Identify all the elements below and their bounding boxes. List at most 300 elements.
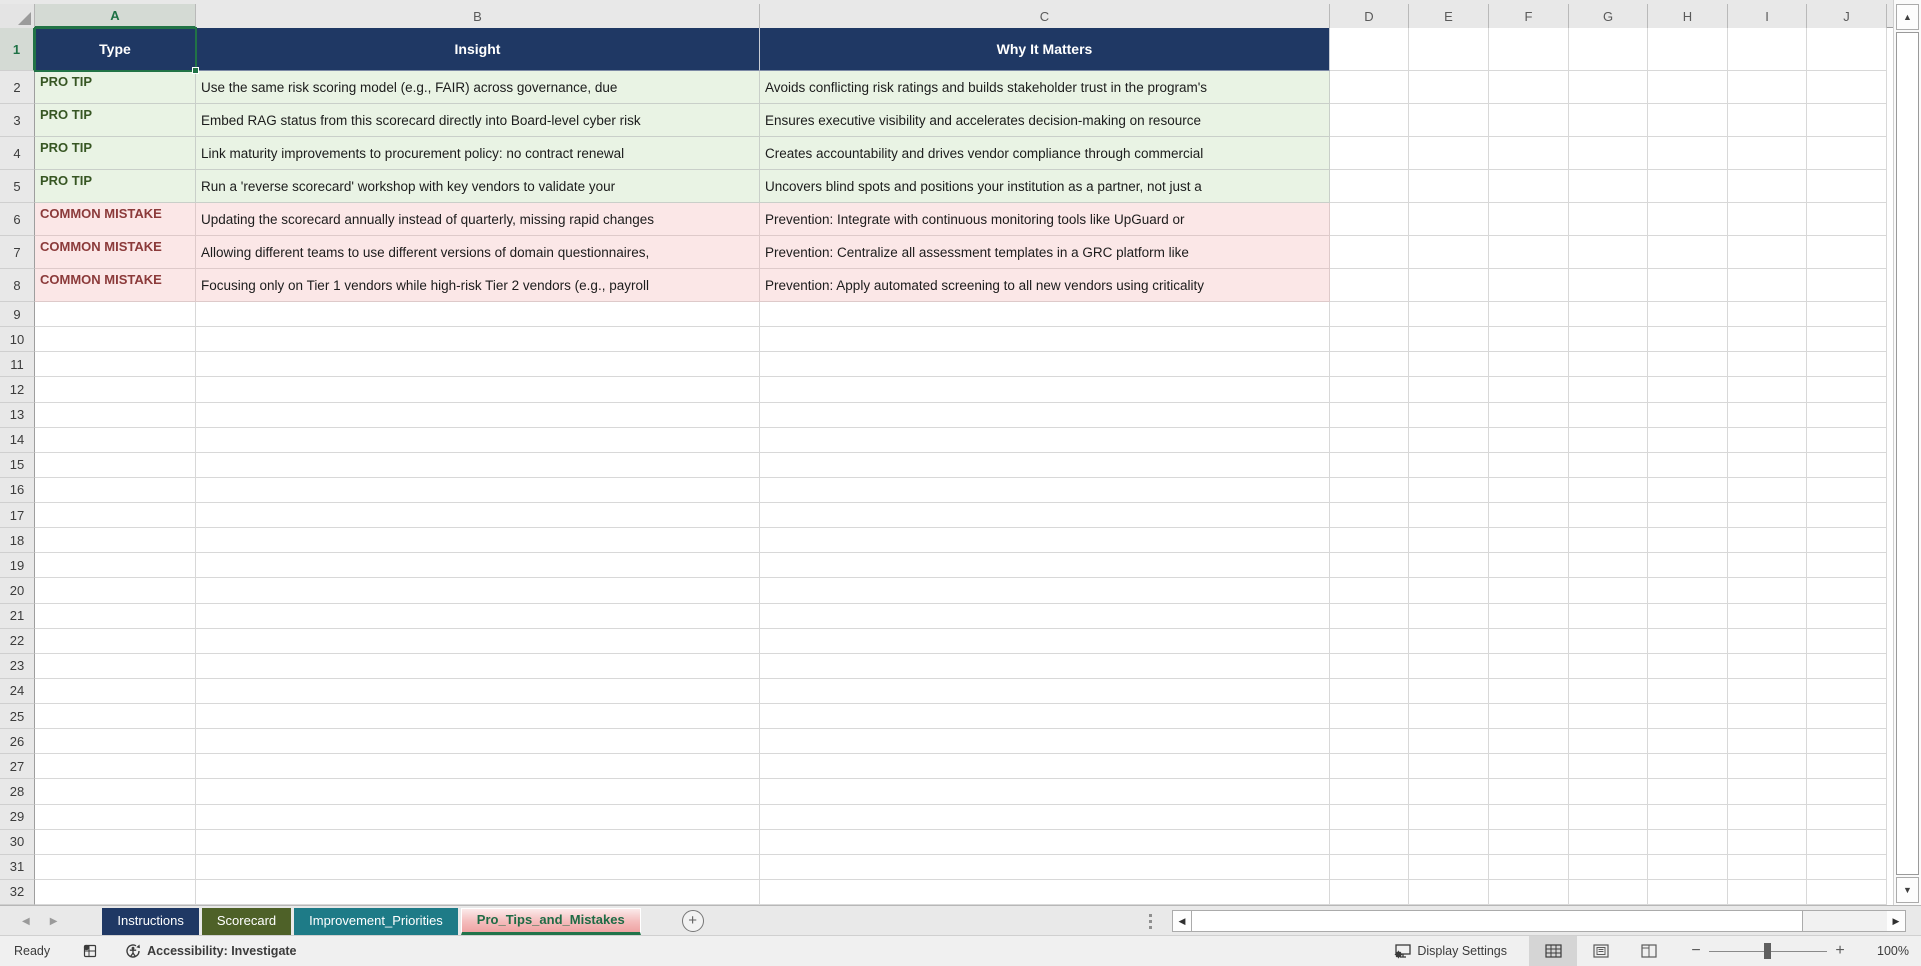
row-header-6[interactable]: 6 [0,203,35,236]
row-header-17[interactable]: 17 [0,503,35,528]
cell-J24[interactable] [1807,679,1887,704]
cell-B2[interactable]: Use the same risk scoring model (e.g., FAIR) across governance, due [196,71,760,104]
cell-C5[interactable]: Uncovers blind spots and positions your institution as a partner, not just a [760,170,1330,203]
cell-F27[interactable] [1489,754,1569,779]
cell-A19[interactable] [35,553,196,578]
cell-J10[interactable] [1807,327,1887,352]
cell-B25[interactable] [196,704,760,729]
cell-H11[interactable] [1648,352,1728,377]
cell-A1[interactable]: Type [35,28,196,71]
cell-D2[interactable] [1330,71,1409,104]
cell-E31[interactable] [1409,855,1489,880]
cell-F30[interactable] [1489,830,1569,855]
h-scroll-left-button[interactable] [1173,911,1191,931]
cell-C19[interactable] [760,553,1330,578]
cell-I32[interactable] [1728,880,1807,905]
cell-D8[interactable] [1330,269,1409,302]
row-header-2[interactable]: 2 [0,71,35,104]
cell-G14[interactable] [1569,428,1648,453]
cell-D14[interactable] [1330,428,1409,453]
cell-F9[interactable] [1489,302,1569,327]
cell-A25[interactable] [35,704,196,729]
cell-I22[interactable] [1728,629,1807,654]
cell-J29[interactable] [1807,805,1887,830]
cell-G17[interactable] [1569,503,1648,528]
cell-H31[interactable] [1648,855,1728,880]
cell-C8[interactable]: Prevention: Apply automated screening to all new vendors using criticality [760,269,1330,302]
cell-C22[interactable] [760,629,1330,654]
row-header-13[interactable]: 13 [0,403,35,428]
cell-F29[interactable] [1489,805,1569,830]
cell-D6[interactable] [1330,203,1409,236]
cell-G15[interactable] [1569,453,1648,478]
cell-G21[interactable] [1569,604,1648,629]
cell-G10[interactable] [1569,327,1648,352]
cell-C31[interactable] [760,855,1330,880]
row-header-29[interactable]: 29 [0,805,35,830]
cell-G18[interactable] [1569,528,1648,553]
h-scroll-right-button[interactable] [1887,911,1905,931]
cell-J30[interactable] [1807,830,1887,855]
cell-J23[interactable] [1807,654,1887,679]
cell-D13[interactable] [1330,403,1409,428]
cell-E23[interactable] [1409,654,1489,679]
cell-E10[interactable] [1409,327,1489,352]
cell-A15[interactable] [35,453,196,478]
cell-J5[interactable] [1807,170,1887,203]
cell-H10[interactable] [1648,327,1728,352]
cell-E6[interactable] [1409,203,1489,236]
cell-C29[interactable] [760,805,1330,830]
cell-I10[interactable] [1728,327,1807,352]
cell-C1[interactable]: Why It Matters [760,28,1330,71]
cell-A17[interactable] [35,503,196,528]
cell-F14[interactable] [1489,428,1569,453]
cell-G29[interactable] [1569,805,1648,830]
cell-A20[interactable] [35,578,196,603]
cell-I4[interactable] [1728,137,1807,170]
cell-G23[interactable] [1569,654,1648,679]
cell-H29[interactable] [1648,805,1728,830]
cell-I21[interactable] [1728,604,1807,629]
row-header-7[interactable]: 7 [0,236,35,269]
cell-F13[interactable] [1489,403,1569,428]
cell-C13[interactable] [760,403,1330,428]
cell-D18[interactable] [1330,528,1409,553]
cell-F16[interactable] [1489,478,1569,503]
cell-J11[interactable] [1807,352,1887,377]
cell-E22[interactable] [1409,629,1489,654]
cell-D7[interactable] [1330,236,1409,269]
cell-C14[interactable] [760,428,1330,453]
cell-H16[interactable] [1648,478,1728,503]
page-break-view-button[interactable] [1625,936,1673,966]
cell-H28[interactable] [1648,779,1728,804]
cell-D29[interactable] [1330,805,1409,830]
cell-G26[interactable] [1569,729,1648,754]
cell-C6[interactable]: Prevention: Integrate with continuous monitoring tools like UpGuard or [760,203,1330,236]
horizontal-scroll-thumb[interactable] [1191,911,1803,931]
cell-G28[interactable] [1569,779,1648,804]
cell-B3[interactable]: Embed RAG status from this scorecard directly into Board-level cyber risk [196,104,760,137]
cell-J14[interactable] [1807,428,1887,453]
cell-C32[interactable] [760,880,1330,905]
cell-I31[interactable] [1728,855,1807,880]
cell-H15[interactable] [1648,453,1728,478]
cell-E9[interactable] [1409,302,1489,327]
cell-G25[interactable] [1569,704,1648,729]
cell-A11[interactable] [35,352,196,377]
cell-A32[interactable] [35,880,196,905]
cell-G4[interactable] [1569,137,1648,170]
row-header-15[interactable]: 15 [0,453,35,478]
cell-D11[interactable] [1330,352,1409,377]
cell-G24[interactable] [1569,679,1648,704]
cell-E11[interactable] [1409,352,1489,377]
cell-I12[interactable] [1728,377,1807,402]
cell-C17[interactable] [760,503,1330,528]
cell-A26[interactable] [35,729,196,754]
new-sheet-button[interactable] [682,910,704,932]
cell-B17[interactable] [196,503,760,528]
column-header-j[interactable]: J [1807,4,1887,28]
cell-J4[interactable] [1807,137,1887,170]
cell-F5[interactable] [1489,170,1569,203]
cell-H2[interactable] [1648,71,1728,104]
row-header-20[interactable]: 20 [0,578,35,603]
cell-B9[interactable] [196,302,760,327]
cell-B10[interactable] [196,327,760,352]
cell-I5[interactable] [1728,170,1807,203]
cell-A16[interactable] [35,478,196,503]
row-header-31[interactable]: 31 [0,855,35,880]
cell-G27[interactable] [1569,754,1648,779]
cell-A6[interactable]: COMMON MISTAKE [35,203,196,236]
cell-J28[interactable] [1807,779,1887,804]
row-header-23[interactable]: 23 [0,654,35,679]
macro-record-icon[interactable] [82,943,98,959]
cell-J17[interactable] [1807,503,1887,528]
column-header-f[interactable]: F [1489,4,1569,28]
cell-J7[interactable] [1807,236,1887,269]
cell-A12[interactable] [35,377,196,402]
cell-I14[interactable] [1728,428,1807,453]
cell-E14[interactable] [1409,428,1489,453]
row-header-9[interactable]: 9 [0,302,35,327]
cell-H6[interactable] [1648,203,1728,236]
cell-H3[interactable] [1648,104,1728,137]
cell-H1[interactable] [1648,28,1728,71]
cell-C24[interactable] [760,679,1330,704]
cell-H20[interactable] [1648,578,1728,603]
cell-E3[interactable] [1409,104,1489,137]
column-header-d[interactable]: D [1330,4,1409,28]
cell-J27[interactable] [1807,754,1887,779]
cell-C7[interactable]: Prevention: Centralize all assessment templates in a GRC platform like [760,236,1330,269]
cell-D26[interactable] [1330,729,1409,754]
cell-E4[interactable] [1409,137,1489,170]
cell-J3[interactable] [1807,104,1887,137]
cell-D4[interactable] [1330,137,1409,170]
sheet-tab-pro-tips-and-mistakes[interactable]: Pro_Tips_and_Mistakes [461,908,641,935]
cell-C18[interactable] [760,528,1330,553]
cell-I30[interactable] [1728,830,1807,855]
cell-J25[interactable] [1807,704,1887,729]
cell-B24[interactable] [196,679,760,704]
cell-H21[interactable] [1648,604,1728,629]
cell-F6[interactable] [1489,203,1569,236]
cell-J19[interactable] [1807,553,1887,578]
cell-G2[interactable] [1569,71,1648,104]
cell-G31[interactable] [1569,855,1648,880]
cell-G22[interactable] [1569,629,1648,654]
cell-E21[interactable] [1409,604,1489,629]
cell-I16[interactable] [1728,478,1807,503]
cell-D27[interactable] [1330,754,1409,779]
cell-B27[interactable] [196,754,760,779]
row-header-4[interactable]: 4 [0,137,35,170]
cell-F7[interactable] [1489,236,1569,269]
sheet-tab-scorecard[interactable]: Scorecard [202,908,291,935]
sheet-options-grip[interactable] [1149,914,1152,929]
cell-E15[interactable] [1409,453,1489,478]
cell-E12[interactable] [1409,377,1489,402]
cell-B22[interactable] [196,629,760,654]
cell-C21[interactable] [760,604,1330,629]
select-all-corner[interactable] [0,4,35,28]
horizontal-scroll-track[interactable] [1803,911,1887,931]
cell-I3[interactable] [1728,104,1807,137]
cell-G8[interactable] [1569,269,1648,302]
cell-D21[interactable] [1330,604,1409,629]
cell-F18[interactable] [1489,528,1569,553]
cell-H19[interactable] [1648,553,1728,578]
cell-A22[interactable] [35,629,196,654]
vertical-scrollbar[interactable] [1893,0,1921,905]
cell-I15[interactable] [1728,453,1807,478]
cell-E30[interactable] [1409,830,1489,855]
cell-C10[interactable] [760,327,1330,352]
cell-A28[interactable] [35,779,196,804]
cell-H23[interactable] [1648,654,1728,679]
cell-I27[interactable] [1728,754,1807,779]
cell-G19[interactable] [1569,553,1648,578]
cell-G20[interactable] [1569,578,1648,603]
cell-H30[interactable] [1648,830,1728,855]
cell-J9[interactable] [1807,302,1887,327]
cell-B31[interactable] [196,855,760,880]
cell-I9[interactable] [1728,302,1807,327]
cell-C16[interactable] [760,478,1330,503]
cell-C23[interactable] [760,654,1330,679]
cell-B14[interactable] [196,428,760,453]
cell-D30[interactable] [1330,830,1409,855]
row-header-25[interactable]: 25 [0,704,35,729]
cell-C25[interactable] [760,704,1330,729]
cell-A14[interactable] [35,428,196,453]
cell-H32[interactable] [1648,880,1728,905]
cell-F21[interactable] [1489,604,1569,629]
zoom-level[interactable]: 100% [1877,944,1909,958]
cell-A24[interactable] [35,679,196,704]
cell-I8[interactable] [1728,269,1807,302]
cell-I6[interactable] [1728,203,1807,236]
cell-F28[interactable] [1489,779,1569,804]
cell-I20[interactable] [1728,578,1807,603]
cell-B15[interactable] [196,453,760,478]
cell-F4[interactable] [1489,137,1569,170]
row-header-30[interactable]: 30 [0,830,35,855]
row-header-26[interactable]: 26 [0,729,35,754]
cell-E13[interactable] [1409,403,1489,428]
cell-G30[interactable] [1569,830,1648,855]
cell-I2[interactable] [1728,71,1807,104]
cell-H17[interactable] [1648,503,1728,528]
cell-C2[interactable]: Avoids conflicting risk ratings and builds stakeholder trust in the program's [760,71,1330,104]
cell-A9[interactable] [35,302,196,327]
cell-E29[interactable] [1409,805,1489,830]
cell-A18[interactable] [35,528,196,553]
cell-D12[interactable] [1330,377,1409,402]
cell-F11[interactable] [1489,352,1569,377]
cell-I13[interactable] [1728,403,1807,428]
row-header-27[interactable]: 27 [0,754,35,779]
cell-B8[interactable]: Focusing only on Tier 1 vendors while high-risk Tier 2 vendors (e.g., payroll [196,269,760,302]
scroll-up-button[interactable] [1896,4,1919,30]
normal-view-button[interactable] [1529,936,1577,966]
cell-D31[interactable] [1330,855,1409,880]
cell-B7[interactable]: Allowing different teams to use different versions of domain questionnaires, [196,236,760,269]
cell-D17[interactable] [1330,503,1409,528]
cell-A8[interactable]: COMMON MISTAKE [35,269,196,302]
cell-H12[interactable] [1648,377,1728,402]
cell-A13[interactable] [35,403,196,428]
cell-H25[interactable] [1648,704,1728,729]
cell-G9[interactable] [1569,302,1648,327]
cell-D3[interactable] [1330,104,1409,137]
row-header-21[interactable]: 21 [0,604,35,629]
cell-F19[interactable] [1489,553,1569,578]
cell-I28[interactable] [1728,779,1807,804]
row-header-22[interactable]: 22 [0,629,35,654]
cell-F20[interactable] [1489,578,1569,603]
cell-J15[interactable] [1807,453,1887,478]
cell-F17[interactable] [1489,503,1569,528]
column-header-b[interactable]: B [196,4,760,28]
column-header-a[interactable]: A [35,4,196,28]
cell-I26[interactable] [1728,729,1807,754]
row-header-11[interactable]: 11 [0,352,35,377]
cell-G16[interactable] [1569,478,1648,503]
column-header-c[interactable]: C [760,4,1330,28]
cell-C11[interactable] [760,352,1330,377]
cell-C3[interactable]: Ensures executive visibility and accelerates decision-making on resource [760,104,1330,137]
cell-C27[interactable] [760,754,1330,779]
scroll-down-button[interactable] [1896,877,1919,903]
cell-F10[interactable] [1489,327,1569,352]
cell-H7[interactable] [1648,236,1728,269]
cell-C26[interactable] [760,729,1330,754]
cell-C28[interactable] [760,779,1330,804]
cell-J31[interactable] [1807,855,1887,880]
row-header-8[interactable]: 8 [0,269,35,302]
cell-G3[interactable] [1569,104,1648,137]
cell-B23[interactable] [196,654,760,679]
cell-F25[interactable] [1489,704,1569,729]
cell-B6[interactable]: Updating the scorecard annually instead of quarterly, missing rapid changes [196,203,760,236]
cell-J6[interactable] [1807,203,1887,236]
cell-C9[interactable] [760,302,1330,327]
cell-B16[interactable] [196,478,760,503]
vertical-scroll-thumb[interactable] [1896,32,1919,875]
cell-A27[interactable] [35,754,196,779]
cell-A2[interactable]: PRO TIP [35,71,196,104]
cell-E28[interactable] [1409,779,1489,804]
cell-B19[interactable] [196,553,760,578]
cell-H26[interactable] [1648,729,1728,754]
cell-I29[interactable] [1728,805,1807,830]
cell-E1[interactable] [1409,28,1489,71]
cell-B32[interactable] [196,880,760,905]
sheet-tab-instructions[interactable]: Instructions [102,908,198,935]
row-header-28[interactable]: 28 [0,779,35,804]
row-header-18[interactable]: 18 [0,528,35,553]
cell-G5[interactable] [1569,170,1648,203]
cell-D25[interactable] [1330,704,1409,729]
cell-I18[interactable] [1728,528,1807,553]
cell-G6[interactable] [1569,203,1648,236]
cell-D20[interactable] [1330,578,1409,603]
cell-A5[interactable]: PRO TIP [35,170,196,203]
tab-scroll-left-icon[interactable]: ◀ [22,916,30,927]
cell-J21[interactable] [1807,604,1887,629]
cell-J1[interactable] [1807,28,1887,71]
zoom-in-button[interactable]: + [1835,942,1845,959]
cell-F31[interactable] [1489,855,1569,880]
cell-D1[interactable] [1330,28,1409,71]
cell-A31[interactable] [35,855,196,880]
cell-F8[interactable] [1489,269,1569,302]
cell-J8[interactable] [1807,269,1887,302]
cell-C20[interactable] [760,578,1330,603]
cell-E26[interactable] [1409,729,1489,754]
column-header-g[interactable]: G [1569,4,1648,28]
cell-I1[interactable] [1728,28,1807,71]
cell-B4[interactable]: Link maturity improvements to procurement policy: no contract renewal [196,137,760,170]
display-settings-button[interactable] [1394,944,1507,959]
cell-B11[interactable] [196,352,760,377]
cell-A23[interactable] [35,654,196,679]
cell-E20[interactable] [1409,578,1489,603]
cell-E19[interactable] [1409,553,1489,578]
cell-J20[interactable] [1807,578,1887,603]
cell-E32[interactable] [1409,880,1489,905]
cell-I19[interactable] [1728,553,1807,578]
row-header-3[interactable]: 3 [0,104,35,137]
cell-E7[interactable] [1409,236,1489,269]
cell-C4[interactable]: Creates accountability and drives vendor compliance through commercial [760,137,1330,170]
cell-A10[interactable] [35,327,196,352]
cell-H13[interactable] [1648,403,1728,428]
cell-E17[interactable] [1409,503,1489,528]
cell-G13[interactable] [1569,403,1648,428]
cell-H14[interactable] [1648,428,1728,453]
row-header-19[interactable]: 19 [0,553,35,578]
cell-F3[interactable] [1489,104,1569,137]
cell-I24[interactable] [1728,679,1807,704]
cell-I23[interactable] [1728,654,1807,679]
cell-D22[interactable] [1330,629,1409,654]
